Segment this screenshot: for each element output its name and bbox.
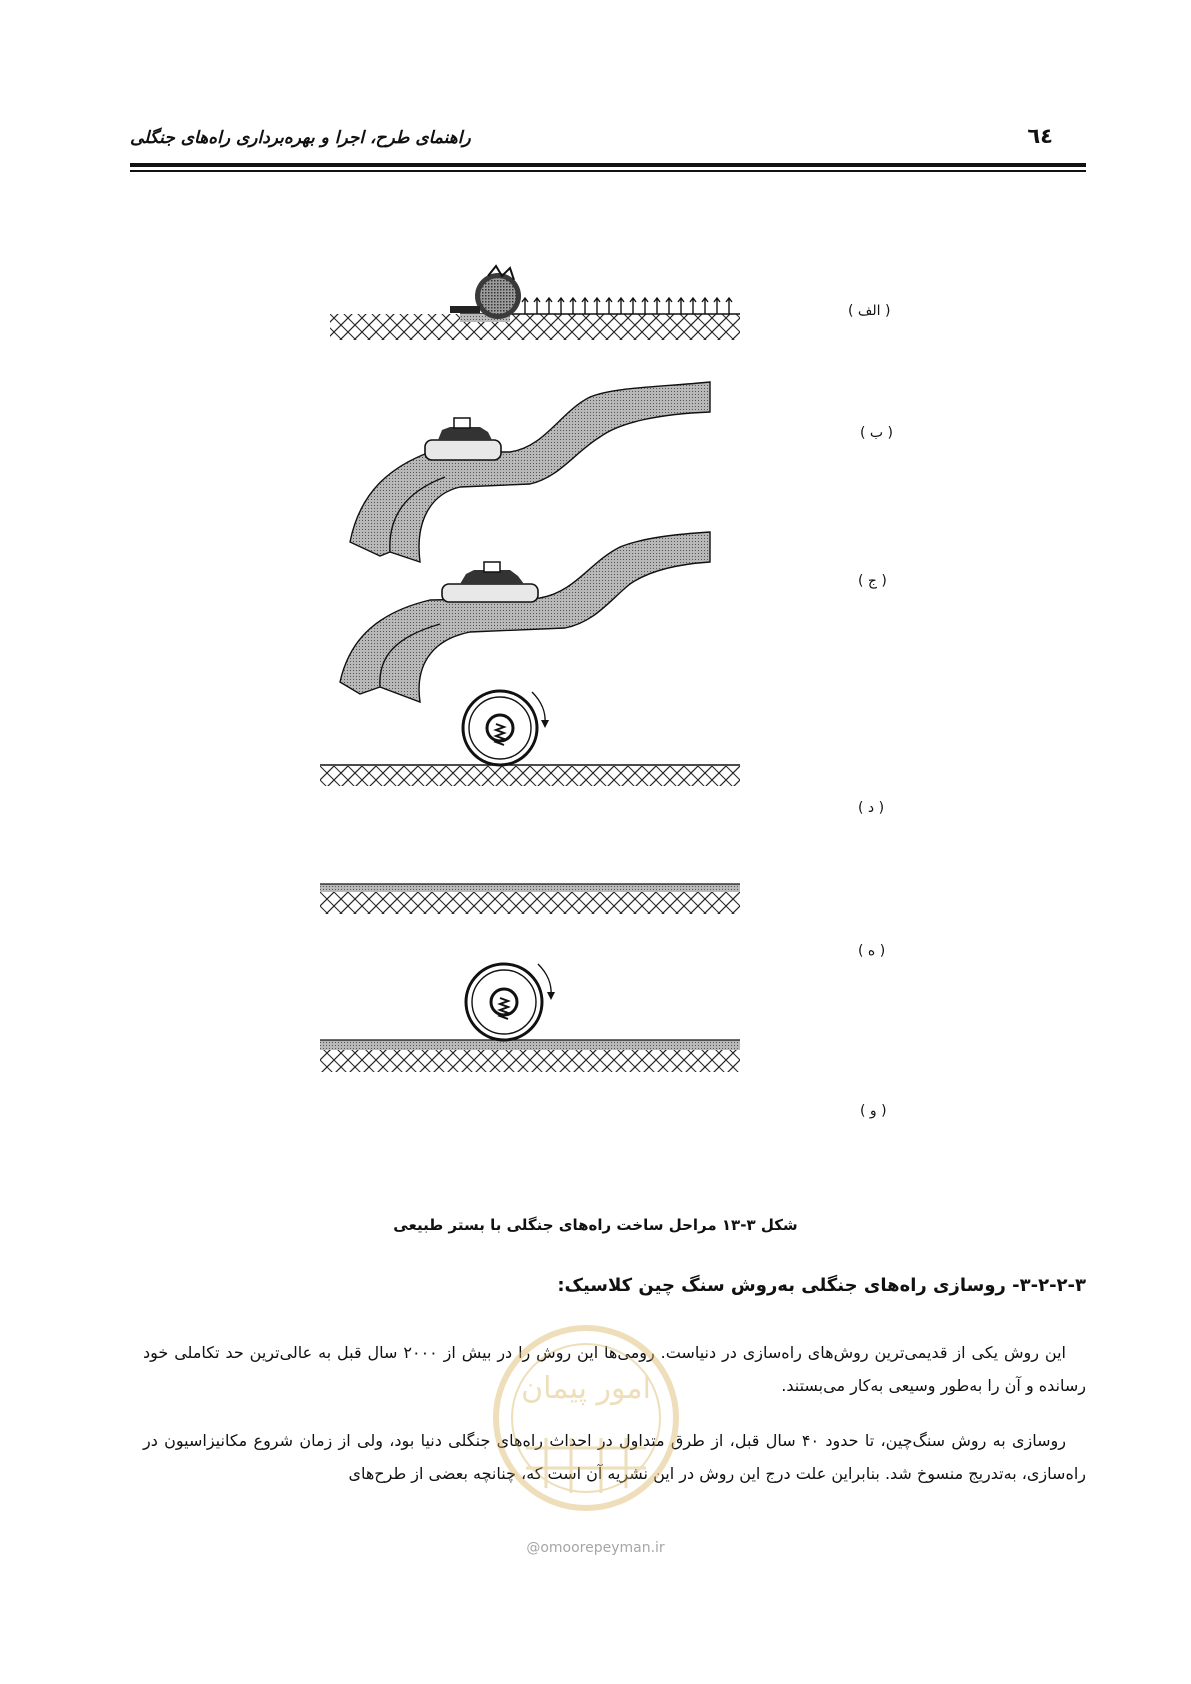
paragraph-1: این روش یکی از قدیمی‌ترین روش‌های راه‌سازی در دنیاست. رومی‌ها این روش را در بیش از ۲۰۰۰ سال قبل به عالی‌ترین حد تکاملی خود رسانده و آن را به‌طور وسیعی به‌کار می‌بستند. [143, 1343, 1086, 1395]
stage-f-final-rolling [320, 964, 740, 1072]
stage-a-clearing [330, 266, 740, 340]
section-heading: ۳-۲-۲-۳- روسازی راه‌های جنگلی به‌روش سنگ چین کلاسیک: [557, 1275, 1086, 1296]
figure-caption: شکل ۳-۱۳ مراحل ساخت راه‌های جنگلی با بستر طبیعی [393, 1216, 798, 1234]
paragraph-2: روسازی به روش سنگ‌چین، تا حدود ۴۰ سال قبل، از طرق متداول در احداث راه‌های جنگلی دنیا بود، ولی از زمان شروع مکانیزاسیون در راه‌سازی، به‌تدریج منسوخ شد. بنابراین علت درج این روش در این نشریه آن است که، چنانچه بعضی از طرح‌های [143, 1431, 1086, 1483]
page-number: ٦٤ [1027, 124, 1053, 148]
header-rule-thin [130, 170, 1086, 172]
figure-label-b: ( ب ) [860, 425, 894, 441]
figure-label-f: ( و ) [860, 1103, 887, 1119]
header-rule-thick [130, 163, 1086, 167]
running-header-title: راهنمای طرح، اجرا و بهره‌برداری راه‌های جنگلی [130, 128, 471, 148]
figure-label-e: ( ه ) [858, 943, 886, 959]
stage-d-rolling [320, 691, 740, 786]
figure-label-c: ( ج ) [858, 573, 887, 589]
watermark-site: @omoorepeyman.ir [526, 1540, 665, 1556]
watermark-logo-text: امور پیمان [521, 1371, 651, 1406]
stage-b-cutting [350, 382, 710, 562]
stage-e-base [320, 884, 740, 914]
road-construction-figure [320, 262, 920, 1122]
watermark-logo [486, 1318, 686, 1518]
figure-label-a: ( الف ) [848, 303, 891, 319]
figure-label-d: ( د ) [858, 800, 885, 816]
stage-c-shaping [340, 532, 710, 702]
